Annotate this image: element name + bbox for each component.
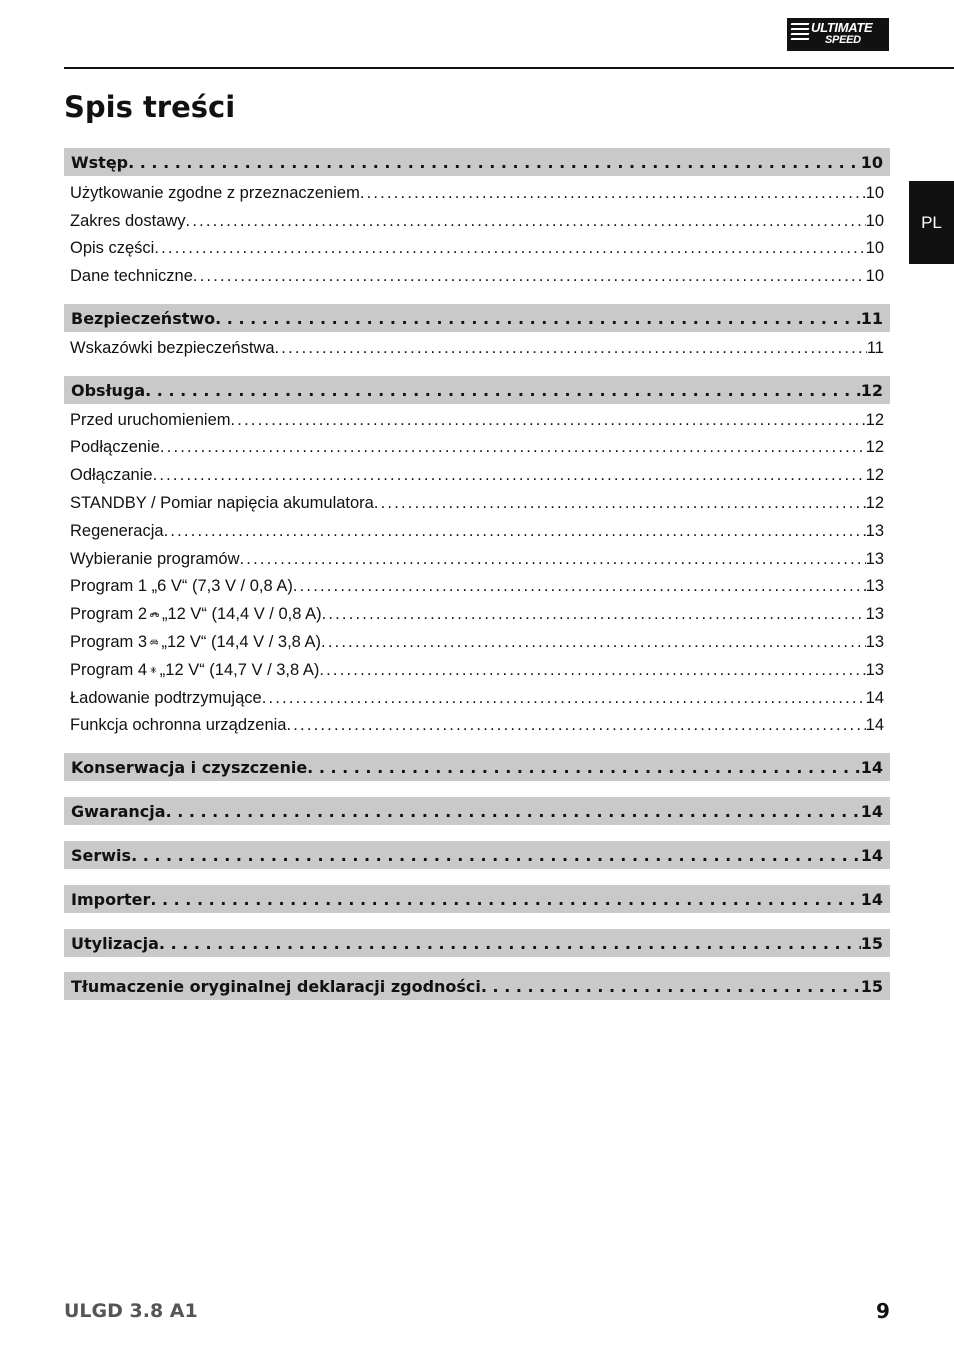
toc-entry[interactable]: [64, 572, 890, 600]
toc-page: 12: [865, 493, 884, 512]
language-tab: PL: [909, 181, 954, 264]
motorcycle-icon: [150, 604, 159, 624]
page-title: Spis treści: [64, 90, 236, 124]
toc-entry[interactable]: [64, 406, 890, 434]
model-number: ULGD 3.8 A1: [64, 1300, 198, 1322]
toc-page: 10: [865, 266, 884, 285]
toc-page: 14: [860, 845, 883, 865]
toc-label: Podłączenie: [70, 437, 160, 456]
toc-page: 14: [860, 757, 883, 777]
leader-dots: [321, 633, 866, 652]
toc-entry[interactable]: [64, 684, 890, 712]
toc-label: Ładowanie podtrzymujące: [70, 688, 262, 707]
toc-label-suffix: „12 V“ (14,4 V / 0,8 A): [162, 604, 322, 623]
toc-label: Wybieranie programów: [70, 549, 240, 568]
toc-label: Odłączanie: [70, 465, 153, 484]
toc-page: 10: [865, 238, 884, 257]
leader-dots: [159, 934, 861, 953]
toc-section[interactable]: [64, 753, 890, 781]
toc-page: 12: [865, 465, 884, 484]
toc-label: Program 2: [70, 604, 148, 623]
leader-dots: [481, 977, 861, 996]
toc-label: Dane techniczne: [70, 266, 193, 285]
toc-label: Opis części: [70, 238, 155, 257]
toc-page: 12: [865, 437, 884, 456]
toc-section[interactable]: [64, 797, 890, 825]
toc-page: 10: [865, 211, 884, 230]
logo-stripes: [791, 23, 809, 45]
leader-dots: [128, 153, 861, 172]
leader-dots: [262, 689, 866, 708]
leader-dots: [215, 309, 861, 328]
toc-label: Przed uruchomieniem: [70, 410, 231, 429]
toc-section[interactable]: [64, 841, 890, 869]
toc-label: Bezpieczeństwo: [71, 308, 216, 328]
toc-label: Gwarancja: [71, 801, 166, 821]
toc-page: 14: [865, 688, 884, 707]
toc-page: 13: [865, 604, 884, 623]
toc-label: Wstęp: [71, 152, 129, 172]
toc-page: 14: [860, 889, 883, 909]
toc-page: 11: [866, 338, 884, 357]
toc-label: Wskazówki bezpieczeństwa: [70, 338, 275, 357]
toc-page: 14: [865, 715, 884, 734]
leader-dots: [160, 438, 866, 457]
logo-line1: ULTIMATE: [811, 20, 873, 35]
toc-label: Program 3: [70, 632, 148, 651]
toc-label: Regeneracja: [70, 521, 164, 540]
toc-page: 13: [865, 549, 884, 568]
toc-entry[interactable]: [64, 461, 890, 489]
toc-label: Utylizacja: [71, 933, 159, 953]
toc-entry[interactable]: [64, 628, 890, 656]
toc-page: 15: [860, 976, 883, 996]
toc-entry[interactable]: [64, 711, 890, 739]
leader-dots: [293, 577, 866, 596]
leader-dots: [240, 550, 866, 569]
toc-entry[interactable]: [64, 334, 890, 362]
toc-page: 13: [865, 521, 884, 540]
toc-section[interactable]: [64, 972, 890, 1000]
toc-label: Serwis: [71, 845, 132, 865]
leader-dots: [164, 522, 866, 541]
snowflake-icon: [150, 659, 157, 681]
toc-label: STANDBY / Pomiar napięcia akumulatora: [70, 493, 374, 512]
toc-entry[interactable]: [64, 234, 890, 262]
toc-entry[interactable]: [64, 489, 890, 517]
toc-label-suffix: „12 V“ (14,7 V / 3,8 A): [159, 660, 320, 679]
page-number: 9: [876, 1299, 890, 1323]
toc-page: 11: [860, 308, 883, 328]
toc-label: Obsługa: [71, 380, 146, 400]
toc-page: 13: [865, 660, 884, 679]
leader-dots: [166, 802, 861, 821]
toc-label: Użytkowanie zgodne z przeznaczeniem: [70, 183, 360, 202]
toc-page: 13: [865, 632, 884, 651]
toc-page: 12: [865, 410, 884, 429]
leader-dots: [131, 846, 861, 865]
toc-entry[interactable]: [64, 545, 890, 573]
leader-dots: [360, 184, 866, 203]
car-icon: [150, 632, 158, 652]
toc-section[interactable]: [64, 304, 890, 332]
toc-label: Zakres dostawy: [70, 211, 186, 230]
toc-section[interactable]: [64, 376, 890, 404]
toc-label: Tłumaczenie oryginalnej deklaracji zgodności: [71, 976, 481, 996]
toc-label: Funkcja ochronna urządzenia: [70, 715, 287, 734]
leader-dots: [186, 212, 866, 231]
toc-entry[interactable]: [64, 262, 890, 290]
leader-dots: [153, 466, 866, 485]
toc-entry[interactable]: [64, 600, 890, 628]
leader-dots: [145, 381, 861, 400]
toc-label: Konserwacja i czyszczenie: [71, 757, 308, 777]
leader-dots: [231, 411, 866, 430]
toc-page: 10: [860, 152, 883, 172]
toc-page: 14: [860, 801, 883, 821]
leader-dots: [275, 339, 867, 358]
toc-entry[interactable]: [64, 656, 890, 684]
toc-page: 15: [860, 933, 883, 953]
toc-entry[interactable]: [64, 433, 890, 461]
toc-entry[interactable]: [64, 517, 890, 545]
leader-dots: [307, 758, 861, 777]
leader-dots: [154, 239, 865, 258]
ultimate-speed-logo: [787, 18, 889, 51]
toc-label: Program 4: [70, 660, 148, 679]
toc-section[interactable]: [64, 929, 890, 957]
leader-dots: [374, 494, 866, 513]
toc-page: 10: [865, 183, 884, 202]
toc-section[interactable]: [64, 148, 890, 176]
header-rule: [64, 67, 954, 69]
toc-entry[interactable]: [64, 207, 890, 235]
toc-page: 13: [865, 576, 884, 595]
toc-entry[interactable]: [64, 179, 890, 207]
toc-label: Program 1 „6 V“ (7,3 V / 0,8 A): [70, 576, 293, 595]
toc-section[interactable]: [64, 885, 890, 913]
leader-dots: [319, 661, 865, 680]
leader-dots: [286, 716, 865, 735]
leader-dots: [193, 267, 866, 286]
toc-label-suffix: „12 V“ (14,4 V / 3,8 A): [161, 632, 322, 651]
toc-label: Importer: [71, 889, 151, 909]
toc-page: 12: [860, 380, 883, 400]
logo-line2: SPEED: [825, 34, 861, 46]
leader-dots: [150, 890, 860, 909]
leader-dots: [322, 605, 866, 624]
